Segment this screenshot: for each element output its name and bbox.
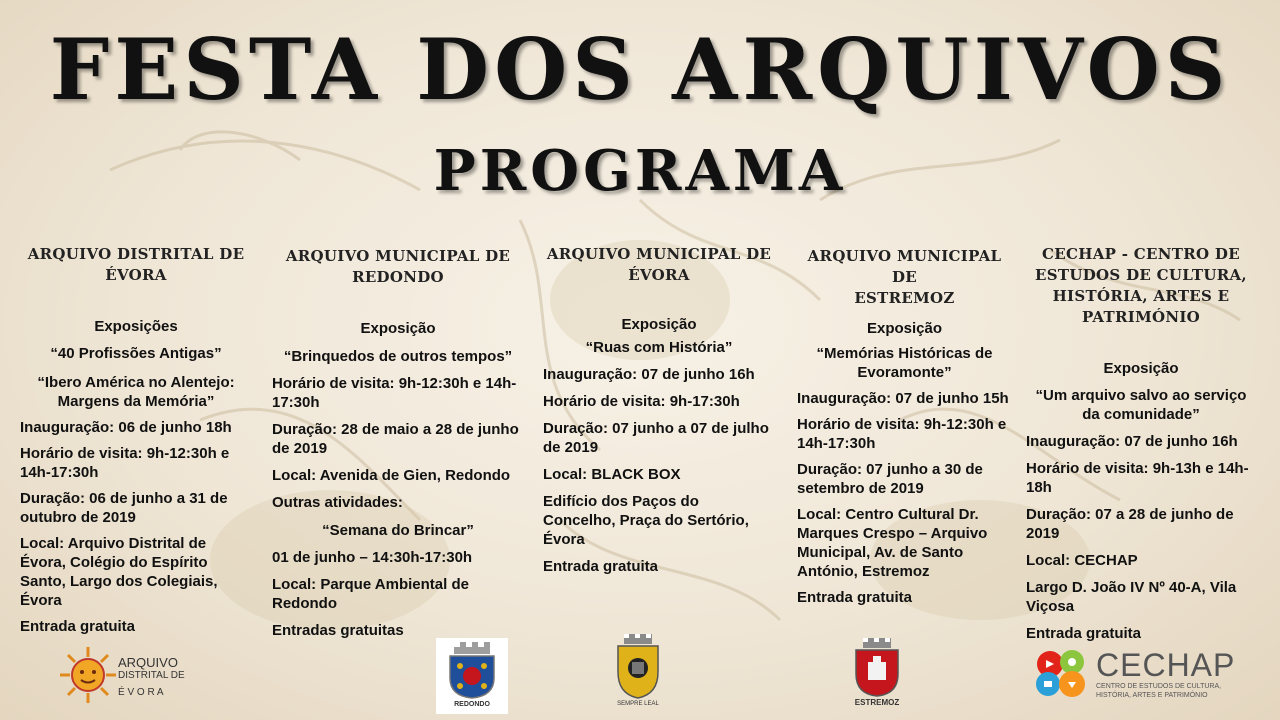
cechap-tagline: CENTRO DE ESTUDOS DE CULTURA, (1096, 683, 1222, 690)
column-heading-line: ÉVORA (628, 266, 690, 284)
location-info: Local: Arquivo Distrital de Évora, Colégio do Espírito Santo, Largo dos Colegiais, Évora (20, 535, 218, 609)
exhibition-title: “Ibero América no Alentejo: Margens da Memória” (37, 374, 235, 410)
poster-title: FESTA DOS ARQUIVOS (49, 20, 1231, 119)
crest-label: REDONDO (454, 701, 490, 708)
opening-info: Inauguração: 06 de junho 18h (20, 419, 232, 436)
location-info: Local: BLACK BOX (543, 466, 681, 483)
address-info: Edifício dos Paços do Concelho, Praça do Sertório, Évora (543, 493, 749, 548)
exhibition-label: Exposições (94, 318, 178, 335)
location-info: Local: Avenida de Gien, Redondo (272, 467, 511, 484)
column-heading (20, 244, 252, 328)
column-heading-line: ÉVORA (105, 266, 167, 284)
column-cechap (1026, 244, 1256, 643)
cechap-mark-icon (1034, 648, 1090, 700)
logo-redondo-crest (436, 638, 508, 714)
exhibition-label: Exposição (866, 320, 943, 337)
column-heading-line: PATRIMÓNIO (1081, 308, 1201, 326)
visiting-hours: Horário de visita: 9h-12:30h e 14h-17:30h (272, 375, 517, 411)
column-heading-line: CECHAP - CENTRO DE (1042, 245, 1240, 263)
activity-title: “Semana do Brincar” (322, 522, 474, 539)
column-heading-line: ARQUIVO MUNICIPAL DE (546, 245, 772, 263)
exhibition-title: “Ruas com História” (585, 339, 733, 356)
cechap-name: CECHAP (1096, 647, 1236, 683)
opening-info: Inauguração: 07 de junho 15h (797, 390, 1009, 407)
visiting-hours: Horário de visita: 9h-12:30h e 14h-17:30h (797, 416, 1007, 452)
admission-info: Entrada gratuita (543, 558, 659, 575)
exhibition-title: “Brinquedos de outros tempos” (283, 348, 513, 365)
duration-info: Duração: 07 a 28 de junho de 2019 (1026, 506, 1234, 542)
logo-text-line: É V O R A (118, 687, 164, 698)
logo-text-line: ARQUIVO (118, 655, 178, 670)
exhibition-label: Exposição (360, 320, 436, 337)
activity-time: 01 de junho – 14:30h-17:30h (272, 549, 473, 566)
exhibition-title: “40 Profissões Antigas” (50, 345, 222, 362)
opening-info: Inauguração: 07 de junho 16h (1026, 433, 1238, 450)
column-arquivo-municipal-evora (543, 244, 775, 576)
column-heading-line: REDONDO (352, 268, 444, 286)
admission-info: Entradas gratuitas (272, 622, 404, 639)
opening-info: Inauguração: 07 de junho 16h (543, 366, 755, 383)
duration-info: Duração: 06 de junho a 31 de outubro de 2019 (20, 490, 228, 526)
sun-logo-icon (58, 645, 118, 705)
column-heading (1026, 244, 1256, 360)
admission-info: Entrada gratuita (20, 618, 136, 635)
column-arquivo-municipal-redondo (272, 246, 524, 640)
column-heading-line: ESTREMOZ (854, 289, 955, 307)
activity-location: Local: Parque Ambiental de Redondo (272, 576, 469, 612)
location-info: Local: Centro Cultural Dr. Marques Crespo – Arquivo Municipal, Av. de Santo António, Estremoz (797, 506, 988, 580)
column-heading-line: ARQUIVO MUNICIPAL DE (807, 247, 1002, 286)
visiting-hours: Horário de visita: 9h-12:30h e 14h-17:30h (20, 445, 230, 481)
estremoz-crest-icon (848, 636, 906, 698)
logo-cechap (1034, 648, 1234, 704)
crest-label: ESTREMOZ (854, 698, 900, 707)
column-heading (272, 246, 524, 320)
evora-crest-icon (610, 632, 666, 702)
cechap-tagline: HISTÓRIA, ARTES E PATRIMÓNIO (1096, 692, 1208, 699)
address-info: Largo D. João IV Nº 40-A, Vila Viçosa (1026, 579, 1237, 615)
location-info: Local: CECHAP (1026, 552, 1138, 569)
column-arquivo-distrital-evora (20, 244, 252, 636)
duration-info: Duração: 07 junho a 30 de setembro de 2019 (797, 461, 983, 497)
poster-subtitle: PROGRAMA (433, 138, 847, 204)
exhibition-label: Exposição (621, 316, 697, 333)
duration-info: Duração: 07 junho a 07 de julho de 2019 (543, 420, 769, 456)
column-heading-line: HISTÓRIA, ARTES E (1052, 287, 1230, 305)
logo-text-line: DISTRITAL DE (118, 670, 185, 681)
visiting-hours: Horário de visita: 9h-13h e 14h-18h (1026, 460, 1249, 496)
visiting-hours: Horário de visita: 9h-17:30h (543, 393, 740, 410)
logo-arquivo-distrital-evora (58, 645, 198, 705)
admission-info: Entrada gratuita (797, 589, 913, 606)
exhibition-title: “Um arquivo salvo ao serviço da comunidade” (1035, 387, 1247, 423)
logo-evora-crest (610, 632, 666, 712)
column-arquivo-municipal-estremoz (797, 246, 1012, 607)
column-heading-line: ARQUIVO DISTRITAL DE (27, 245, 245, 263)
redondo-crest-icon (436, 638, 508, 700)
column-heading-line: ARQUIVO MUNICIPAL DE (285, 247, 511, 265)
duration-info: Duração: 28 de maio a 28 de junho de 2019 (272, 421, 519, 457)
crest-label: SEMPRE LEAL (617, 701, 659, 707)
column-heading (543, 244, 775, 316)
other-activities-label: Outras atividades: (272, 494, 403, 511)
column-heading (797, 246, 1012, 320)
column-heading-line: ESTUDOS DE CULTURA, (1035, 266, 1247, 284)
exhibition-title: “Memórias Históricas de Evoramonte” (816, 345, 993, 381)
logo-estremoz-crest (848, 636, 906, 712)
exhibition-label: Exposição (1103, 360, 1179, 377)
admission-info: Entrada gratuita (1026, 625, 1142, 642)
